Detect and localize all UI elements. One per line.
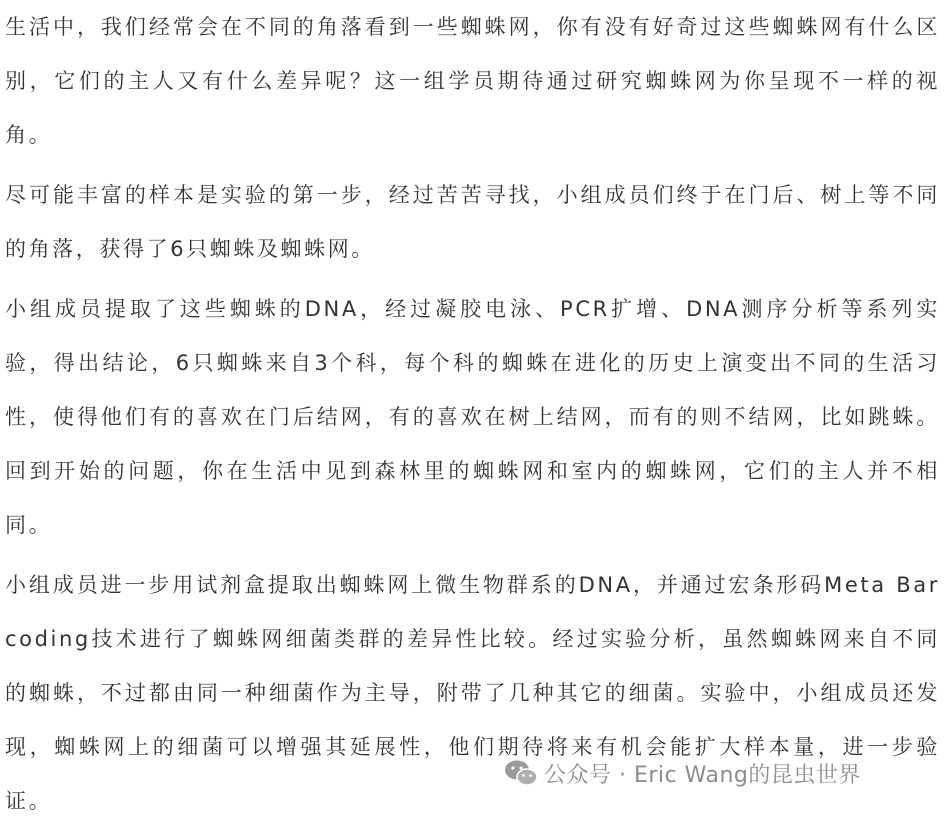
paragraph-3: 小组成员提取了这些蜘蛛的DNA，经过凝胶电泳、PCR扩增、DNA测序分析等系列实验，得出结论，6只蜘蛛来自3个科，每个科的蜘蛛在进化的历史上演变出不同的生活习性，使得他们有的喜欢在门后结网，有的喜欢在树上结网，而有的则不结网，比如跳蛛。回到开始的问题，你在生活中见到森林里的蜘蛛网和室内的蜘蛛网，它们的主人并不相同。 (5, 297, 940, 537)
wechat-icon (504, 759, 538, 787)
article-body (5, 0, 940, 834)
wechat-watermark (504, 755, 861, 791)
watermark-text: 公众号 · Eric Wang的昆虫世界 (544, 762, 861, 788)
paragraph-1: 生活中，我们经常会在不同的角落看到一些蜘蛛网，你有没有好奇过这些蜘蛛网有什么区别，它们的主人又有什么差异呢？这一组学员期待通过研究蜘蛛网为你呈现不一样的视角。 (5, 15, 940, 147)
paragraph-4: 小组成员进一步用试剂盒提取出蜘蛛网上微生物群系的DNA，并通过宏条形码Meta Barcoding技术进行了蜘蛛网细菌类群的差异性比较。经过实验分析，虽然蜘蛛网来自不同的蜘蛛，不过都由同一种细菌作为主导，附带了几种其它的细菌。实验中，小组成员还发现，蜘蛛网上的细菌可以增强其延展性，他们期待将来有机会能扩大样本量，进一步验证。 (5, 573, 940, 813)
paragraph-2: 尽可能丰富的样本是实验的第一步，经过苦苦寻找，小组成员们终于在门后、树上等不同的角落，获得了6只蜘蛛及蜘蛛网。 (5, 183, 940, 261)
